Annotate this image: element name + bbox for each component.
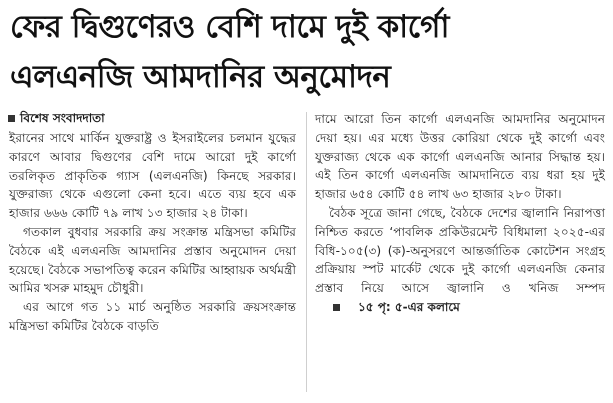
paragraph: দামে আরো তিন কার্গো এলএনজি আমদানির অনুমোদন দেয়া হয়। এর মধ্যে উত্তর কোরিয়া থেকে দুই কার্গো এবং যুক্তরাজ্য থেকে এক কার্গো এলএনজি আনার সিদ্ধান্ত হয়। এই তিন কার্গো এলএনজি আমদানিতে ব্যয় ধরা হয় দুই হাজার ৬৫৪ কোটি ৫৪ লাখ ৬৩ হাজার ২৮০ টাকা।	[315, 112, 605, 202]
column-divider	[306, 112, 307, 392]
byline	[8, 110, 105, 126]
square-bullet-icon	[333, 304, 340, 311]
jump-text: ১৫ পৃ: ৫-এর কলামে	[358, 300, 460, 315]
left-column	[9, 129, 296, 336]
headline-line-1: ফের দ্বিগুণেরও বেশি দামে দুই কার্গো	[10, 9, 449, 45]
headline	[10, 2, 605, 102]
continued-jump[interactable]	[333, 298, 460, 317]
paragraph: এর আগে গত ১১ মার্চ অনুষ্ঠিত সরকারি ক্রয়সংক্রান্ত মন্ত্রিসভা কমিটির বৈঠকে বাড়তি	[9, 300, 296, 333]
right-column	[315, 110, 605, 317]
paragraph-text: বৈঠক সূত্রে জানা গেছে, বৈঠকে দেশের জ্বালানি নিরাপত্তা নিশ্চিত করতে ‘পাবলিক প্রকিউরমেন্ট বিধিমালা ২০২৫-এর বিধি-১০৫(৩) (ক)-অনুসরণে আন্তর্জাতিক কোটেশন সংগ্রহ প্রক্রিয়ায় স্পট মার্কেট থেকে দুই কার্গো এলএনজি কেনার প্রস্তাব নিয়ে আসে জ্বালানি ও খনিজ সম্পদ	[315, 205, 605, 296]
paragraph: গতকাল বুধবার সরকারি ক্রয় সংক্রান্ত মন্ত্রিসভা কমিটির বৈঠকে এই এলএনজি আমদানির প্রস্তাব অনুমোদন দেয়া হয়েছে। বৈঠকে সভাপতিত্ব করেন কমিটির আহ্বায়ক অর্থমন্ত্রী আমির খসরু মাহমুদ চৌধুরী।	[9, 224, 296, 296]
headline-line-2: এলএনজি আমদানির অনুমোদন	[10, 59, 391, 95]
paragraph: ইরানের সাথে মার্কিন যুক্তরাষ্ট্র ও ইসরাইলের চলমান যুদ্ধের কারণে আবার দ্বিগুণের বেশি দামে আরো দুই কার্গো তরলিকৃত প্রাকৃতিক গ্যাস (এলএনজি) কিনছে সরকার। যুক্তরাজ্য থেকে এগুলো কেনা হবে। এতে ব্যয় হবে এক হাজার ৬৬৬ কোটি ৭৯ লাখ ১৩ হাজার ২৪ টাকা।	[9, 131, 296, 221]
square-bullet-icon	[8, 115, 15, 122]
byline-text: বিশেষ সংবাদদাতা	[20, 111, 105, 125]
paragraph	[315, 204, 605, 317]
